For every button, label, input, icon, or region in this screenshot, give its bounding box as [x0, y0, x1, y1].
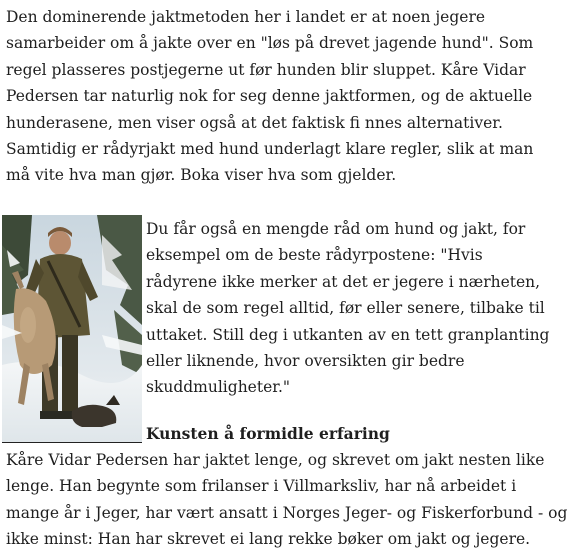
text-line: må vite hva man gjør. Boka viser hva som gjelder. — [6, 166, 397, 185]
text-line: skuddmuligheter." — [146, 378, 291, 397]
paragraph-author — [6, 447, 567, 553]
paragraph-intro — [6, 4, 533, 189]
text-line: Kåre Vidar Pedersen har jaktet lenge, og skrevet om jakt nesten like — [6, 451, 545, 469]
text-line: eksempel om de beste rådyrpostene: "Hvis — [146, 246, 483, 265]
photo-illustration — [2, 215, 142, 442]
text-line: mange år i Jeger, har vært ansatt i Norges Jeger- og Fiskerforbund - og — [6, 503, 568, 522]
text-line: hunderasene, men viser også at det faktisk fi nnes alternativer. — [6, 113, 503, 132]
text-line: ikke minst: Han har skrevet ei lang rekke bøker om jakt og jegere. — [6, 530, 531, 549]
text-line: rådyrene ikke merker at det er jegere i nærheten, — [146, 272, 541, 291]
photo-divider — [2, 442, 142, 443]
text-line: Du får også en mengde råd om hund og jakt, for — [146, 220, 526, 238]
text-line: skal de som regel alltid, før eller senere, tilbake til — [146, 299, 545, 318]
hunter-with-deer-photo — [2, 215, 142, 442]
text-line: eller liknende, hvor oversikten gir bedre — [146, 352, 465, 371]
text-line: lenge. Han begynte som frilanser i Villmarksliv, har nå arbeidet i — [6, 477, 517, 496]
paragraph-advice — [146, 216, 549, 401]
text-line: uttaket. Still deg i utkanten av en tett granplanting — [146, 325, 550, 344]
text-line: Pedersen tar naturlig nok for seg denne jaktformen, og de aktuelle — [6, 87, 533, 106]
text-line: Samtidig er rådyrjakt med hund underlagt klare regler, slik at man — [6, 140, 534, 159]
section-heading: Kunsten å formidle erfaring — [146, 424, 390, 443]
text-line: samarbeider om å jakte over en "løs på drevet jagende hund". Som — [6, 34, 534, 53]
text-line: regel plasseres postjegerne ut før hunden blir sluppet. Kåre Vidar — [6, 60, 526, 79]
text-line: Den dominerende jaktmetoden her i landet er at noen jegere — [6, 8, 486, 26]
